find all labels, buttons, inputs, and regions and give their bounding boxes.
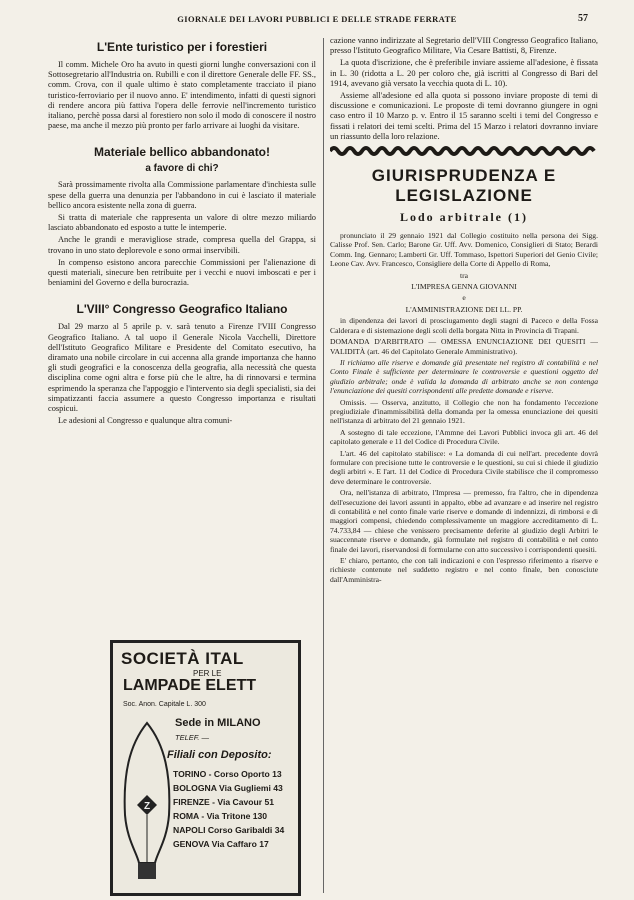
lamp-logo-letter: Z xyxy=(143,801,151,812)
ad-branches-list xyxy=(173,767,293,851)
ad-branches-heading: Filiali con Deposito: xyxy=(167,749,272,761)
ad-company-line-2: LAMPADE ELETT xyxy=(123,677,257,694)
running-header: GIORNALE DEI LAVORI PUBBLICI E DELLE STRADE FERRATE xyxy=(177,14,457,24)
left-column xyxy=(48,36,316,616)
congresso-cont-paragraph-1: cazione vanno indirizzate al Segretario dell'VIII Congresso Geografico Italiano, presso l'Istituto Geografico Militare, Via Cesare Battisti, 8, Firenze. xyxy=(330,36,598,56)
decorative-wave-divider xyxy=(330,144,598,158)
ad-branch: TORINO - Corso Oporto 13 xyxy=(173,769,282,779)
lodo-party-1: L'IMPRESA GENNA GIOVANNI xyxy=(411,282,517,292)
lodo-paragraph-2: A sostegno di tale eccezione, l'Ammne dei Lavori Pubblici invoca gli art. 46 del capitolato generale e 11 del Codice di Procedura Civile. xyxy=(330,427,598,447)
materiale-paragraph-1: Sarà prossimamente rivolta alla Commissione parlamentare d'inchiesta sulle spese della guerra una denunzia per l'abbandono in cui è lasciato il materiale bellico ancora esistente nella zona di guerra. xyxy=(48,180,316,210)
ad-branch: FIRENZE - Via Cavour 51 xyxy=(173,797,275,807)
materiale-title: Materiale bellico abbandonato! xyxy=(93,145,271,160)
lamp-advertisement xyxy=(110,640,301,896)
turismo-title: L'Ente turistico per i forestieri xyxy=(96,40,268,54)
lodo-paragraph-3: L'art. 46 del capitolato stabilisce: « La domanda di cui nell'art. precedente dovrà formulare con precisione tutte le controversie e le questioni, su cui si chiede il giudizio degli arbitri ». E l'art. 11 del Codice di Procedura Civile stabilisce che il compromesso deve determinare le controversie. xyxy=(330,448,598,486)
giurisprudenza-title: GIURISPRUDENZA E LEGISLAZIONE xyxy=(371,166,557,206)
light-bulb-icon xyxy=(119,715,175,885)
lodo-tra: tra xyxy=(459,270,468,280)
lodo-arbitrale-title: Lodo arbitrale (1) xyxy=(400,210,528,225)
lodo-paragraph-1: Omissis. — Osserva, anzitutto, il Collegio che non ha fondamento l'eccezione pregiudiziale d'inammissibilità della domanda per la omessa enunciazione dei quesiti nell'istanza di arbitrato del 21 gennaio 1921. xyxy=(330,397,598,426)
lodo-paragraph-5: E' chiaro, pertanto, che con tali indicazioni e con l'espresso riferimento a riserve e richieste contenute nel suddetto registro e nel conto finale, ben conosciute dall'Amministra- xyxy=(330,556,598,584)
lodo-massima: Il richiamo alle riserve e domande già presentate nel registro di contabilità e nel Conto Finale è sufficiente per determinare le controversie e questioni oggetto del giudizio arbitrale; onde è valida la domanda di arbitrato anche se non contenga l'enunciazione dei quesiti corrispondenti alle predette domande e riserve. xyxy=(330,357,598,396)
lodo-domanda-heading: DOMANDA D'ARBITRATO — OMESSA ENUNCIAZIONE DEI QUESITI — VALIDITÀ (art. 46 del Capitolato Generale Amministrativo). xyxy=(330,337,598,356)
congresso-paragraph-1: Dal 29 marzo al 5 aprile p. v. sarà tenuto a Firenze l'VIII Congresso Geografico Italiano. A tal uopo il Generale Nicola Vacchelli, Direttore dell'Istituto Geografico Militare e Presidente del Comitato esecutivo, ha diramato una nobile circolare in cui accenna alla grande importanza che hanno gli studi geografici e la conoscenza della geografia, alla necessità che questa disciplina come ogni altra e forse più che le altre, ha di rinnovarsi e termina esprimendo la speranza che l'appoggio e l'intervento sia degli specialisti, sia dei simpatizzanti faccia assumere a questo Congresso importanza e risultati cospicui. xyxy=(48,322,316,414)
congresso-paragraph-2: Le adesioni al Congresso e qualunque altra comuni- xyxy=(58,416,233,426)
materiale-paragraph-4: In compenso esistono ancora parecchie Commissioni per l'alienazione di questi materiali, sinecure ben retribuite per i vecchi e nuovi imboscati e per i beniamini del Governo e della burocrazia. xyxy=(48,257,316,288)
lodo-paragraph-4: Ora, nell'istanza di arbitrato, l'Impresa — premesso, fra l'altro, che in dipendenza dell'esecuzione dei lavori assunti in appalto, ebbe ad avanzare e ad inserire nel registro di contabilità e nel conto finale varie riserve e domande di indennizzi, di rimborsi e di maggiori compensi, chiedendo complessivamente un maggiore accreditamento di L. 74.733,84 — chiese che venissero precisamente deferite al giudizio degli Arbitri le suaccennate riserve e domande, già formulate nel registro di contabilità e nel conto finale dei lavori, riservandosi di formularne con atto successivo i corrispondenti quesiti. xyxy=(330,488,598,554)
lodo-party-2: L'AMMINISTRAZIONE DEI LL. PP. xyxy=(405,304,523,314)
materiale-paragraph-3: Anche le grandi e meravigliose strade, compresa quella del Grappa, si trovano in uno stato deplorevole e sono ormai inservibili. xyxy=(48,235,316,255)
page-number: 57 xyxy=(578,13,588,24)
ad-branch: GENOVA Via Caffaro 17 xyxy=(173,839,269,849)
ad-telephone: TELEF. — xyxy=(175,733,210,742)
ad-headquarters: Sede in MILANO xyxy=(175,717,261,729)
congresso-cont-paragraph-2: La quota d'iscrizione, che è preferibile inviare assieme all'adesione, è fissata in L. 30 (ridotta a L. 20 per coloro che, già iscritti al Congresso di Bari del 1914, avevano già versato la vecchia quota di L. 10). xyxy=(330,58,598,88)
materiale-paragraph-2: Si tratta di materiale che rappresenta un valore di oltre mezzo miliardo lasciato abbandonato ed esposto a tutte le intemperie. xyxy=(48,213,316,233)
ad-branch: NAPOLI Corso Garibaldi 34 xyxy=(173,825,285,835)
congresso-cont-paragraph-3: Assieme all'adesione ed alla quota si possono inviare proposte di temi di discussione e comunicazioni. Le proposte di temi dovranno giungere in ogni caso entro il 10 Marzo p. v. Entro il 15 saranno scelti i temi del Congresso e fissati i relatori dei temi scelti. Prima del 15 Marzo i relatori dovranno inviare un riassunto della loro relazione. xyxy=(330,91,598,141)
ad-branch: ROMA - Via Tritone 130 xyxy=(173,811,268,821)
ad-capital: Soc. Anon. Capitale L. 300 xyxy=(123,701,206,708)
materiale-subtitle: a favore di chi? xyxy=(145,163,219,175)
ad-per-le: PER LE xyxy=(193,669,222,678)
ad-company-line-1: SOCIETÀ ITAL xyxy=(121,649,244,668)
turismo-paragraph: Il comm. Michele Oro ha avuto in questi giorni lunghe conversazioni con il Sottosegretario all'Industria on. Rubilli e con il direttore Generale delle FF. SS., comm. Crova, con il quale ultimo è stato completamente tracciato il piano turistico-ferroviario per il nuovo anno. E' intendimento, infatti di questi signori di rendere ancora più fattiva l'opera delle ferrovie nell'incremento turistico italiano, perchè possa darsi al forestiero non solo il modo di conoscere il nostro paese, ma anche il mezzo più pronto per farlo arrivare ai luoghi da visitare. xyxy=(48,60,316,131)
congresso-title: L'VIII° Congresso Geografico Italiano xyxy=(76,302,288,317)
right-column xyxy=(330,36,598,896)
lodo-intro: pronunciato il 29 gennaio 1921 dal Collegio costituito nella persona dei Sigg. Calisse Prof. Sen. Carlo; Barone Gr. Uff. Avv. Domenico, Consiglieri di Stato; Berardi Comm. Ing. Gennaro; Lamberti Gr. Uff. Tommaso, Ispettori Superiori del Genio Civile; Leone Cav. Avv. Francesco, Consigliere della Corte di Appello di Roma, xyxy=(330,231,598,269)
ad-branch: BOLOGNA Via Gugliemi 43 xyxy=(173,783,283,793)
lodo-oggetto: in dipendenza dei lavori di prosciugamento degli stagni di Paceco e della Fossa Calderara e di sistemazione degli scoli della borgata Nitta in Provincia di Trapani. xyxy=(330,316,598,335)
column-rule xyxy=(323,38,324,893)
lodo-e: e xyxy=(462,293,466,303)
